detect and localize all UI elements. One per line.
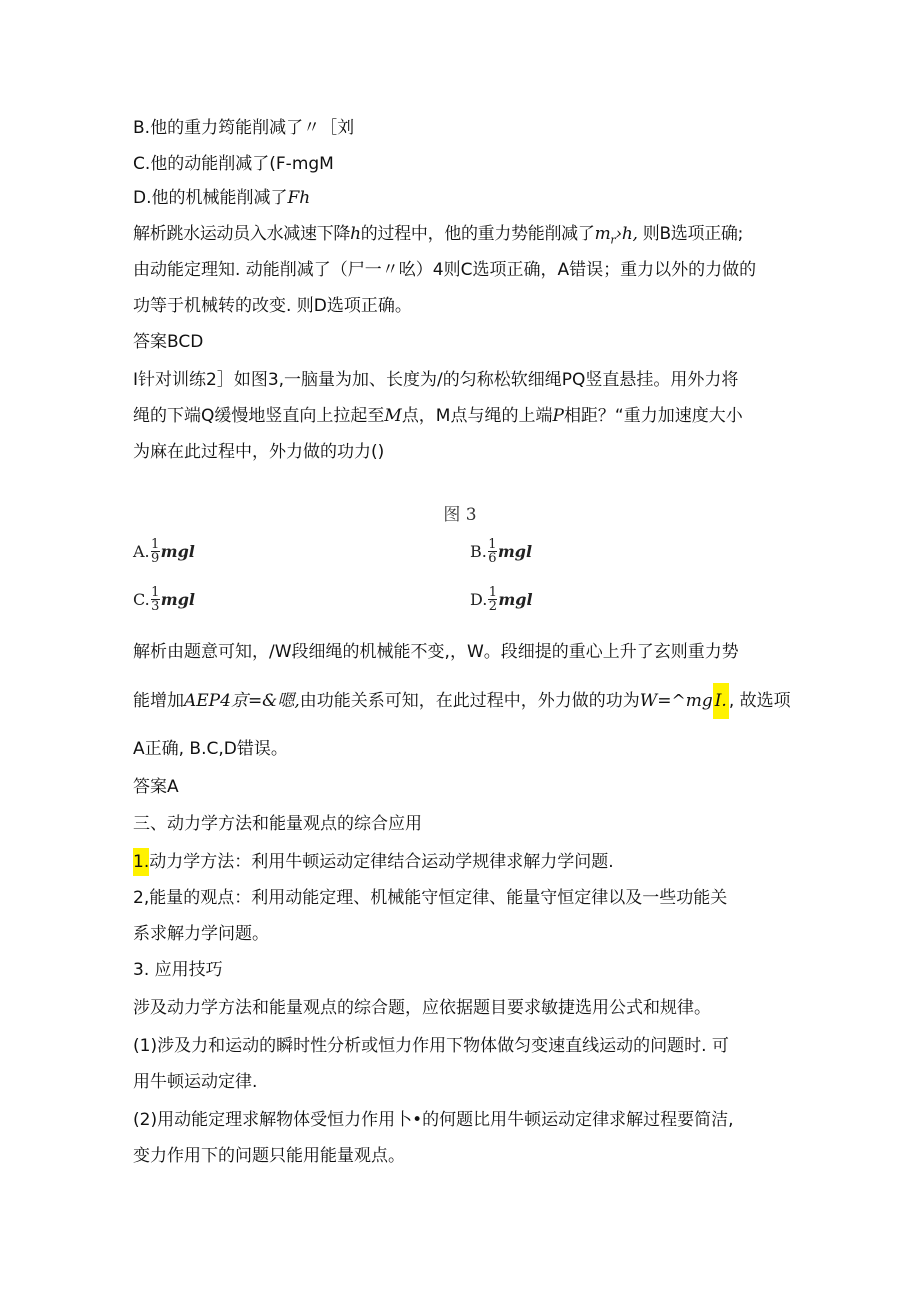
text-span: 答案BCD [133,332,204,352]
point-3-body [133,996,711,1020]
text-span: 答案A [133,777,179,797]
choice-letter: A. [133,542,150,561]
text-span: 用牛顿运动定律. [133,1072,258,1092]
analysis2-line-1 [133,640,739,664]
denominator: 2 [488,599,497,614]
denominator: 9 [151,551,160,566]
exercise-line-1 [133,368,738,392]
text-span: 为麻在此过程中，外力做的功力() [133,442,385,462]
analysis-line-2 [133,258,756,282]
text-span: (1)涉及力和运动的瞬时性分析或恒力作用下物体做匀变速直线运动的问题时. 可 [133,1036,729,1056]
fraction [151,538,160,565]
highlighted-number: 1. [133,848,149,876]
text-span: A正确, B.C,D错误。 [133,739,288,759]
fraction [488,586,497,613]
exercise-line-3 [133,440,384,464]
formula-mgl: mgl [160,590,195,609]
text-span: 相距？“重力加速度大小 [563,406,743,426]
sub-point-2-line-1 [133,1108,734,1132]
numerator: 1 [151,585,160,600]
choice-d [470,586,533,613]
choice-c [133,586,195,613]
choice-letter: B. [470,542,487,561]
formula-fh: Fh [287,188,311,208]
point-2-line-1 [133,886,727,910]
text-span: D.他的机械能削减了 [133,188,288,208]
text-span: 能增加 [133,691,184,711]
formula-p: P [552,406,564,426]
analysis-line-1 [133,222,743,252]
text-span: 动力学方法：利用牛顿运动定律结合运动学规律求解力学问题. [149,852,614,872]
sub-point-1-line-2 [133,1070,257,1094]
fraction [151,586,160,613]
option-c-text [133,152,334,176]
formula-sub: r [610,233,616,247]
text-span: 点，M点与绳的上端 [401,406,553,426]
formula-mgl: mgl [497,542,533,561]
text-span: (2)用动能定理求解物体受恒力作用卜•的何题比用牛顿运动定律求解过程要简洁, [133,1110,734,1130]
text-span: C.他的动能削减了(F-mgM [133,154,334,174]
formula-mgl: mgl [498,590,533,609]
text-span: 变力作用下的问题只能用能量观点。 [133,1146,405,1166]
text-span: 则B选项正确; [637,224,744,244]
text-span: , 故选项 [728,691,791,711]
option-b-text [133,116,354,140]
numerator: 1 [488,537,497,552]
text-span: 由功能关系可知，在此过程中，外力做的功为 [299,691,640,711]
denominator: 3 [151,599,160,614]
point-3 [133,958,223,982]
text-span: 由动能定理知. 动能削减了（尸一〃吆）4则C选项正确，A错误；重力以外的力做的 [133,260,757,280]
text-span: 的过程中，他的重力势能削减了 [360,224,595,244]
formula-m: m [594,224,611,244]
answer-1 [133,330,203,354]
numerator: 1 [151,537,160,552]
point-2-line-2 [133,922,269,946]
denominator: 6 [488,551,497,566]
text-span: 解析跳水运动员入水减速下降 [133,224,351,244]
choice-letter: D. [470,590,488,609]
choice-a [133,538,195,565]
text-span: 2,能量的观点：利用动能定理、机械能守恒定律、能量守恒定律以及一些功能关 [133,888,728,908]
formula-w: W= [639,691,672,711]
analysis-line-3 [133,294,412,318]
text-span: B.他的重力筠能削减了〃［刘 [133,118,355,138]
figure-caption: 图 3 [443,505,477,525]
answer-2 [133,775,179,799]
choice-letter: C. [133,590,150,609]
analysis2-line-3 [133,737,288,761]
formula-mgl: mgl [160,542,195,561]
formula-h: h [350,224,361,244]
point-1 [133,850,614,874]
sub-point-1-line-1 [133,1034,729,1058]
formula-m-point: M [384,406,402,426]
choice-b [470,538,532,565]
formula-delta-ep: AEP4京=&嗯, [184,691,300,711]
formula-mg: ^mg [671,691,713,711]
text-span: 系求解力学问题。 [133,924,269,944]
sub-point-2-line-2 [133,1144,405,1168]
option-d-text [133,186,310,210]
text-span: 绳的下端Q缓慢地竖直向上拉起至 [133,406,385,426]
exercise-line-2 [133,404,743,428]
text-span: I针对训练2］如图3,一脑量为加、长度为/的匀称松软细绳PQ竖直悬挂。用外力将 [133,370,739,390]
text-span: 功等于机械转的改变. 则D选项正确。 [133,296,412,316]
formula-h2: ›h, [615,224,638,244]
text-span: 3. 应用技巧 [133,960,223,980]
highlighted-formula: I. [713,683,729,719]
numerator: 1 [488,585,497,600]
text-span: 解析由题意可知，/W段细绳的机械能不变,，W。段细提的重心上升了玄则重力势 [133,642,739,662]
text-span: 三、动力学方法和能量观点的综合应用 [133,814,422,834]
text-span: 涉及动力学方法和能量观点的综合题，应依据题目要求敏捷选用公式和规律。 [133,998,711,1018]
section-heading [133,812,422,836]
analysis2-line-2 [133,689,791,713]
fraction [488,538,497,565]
